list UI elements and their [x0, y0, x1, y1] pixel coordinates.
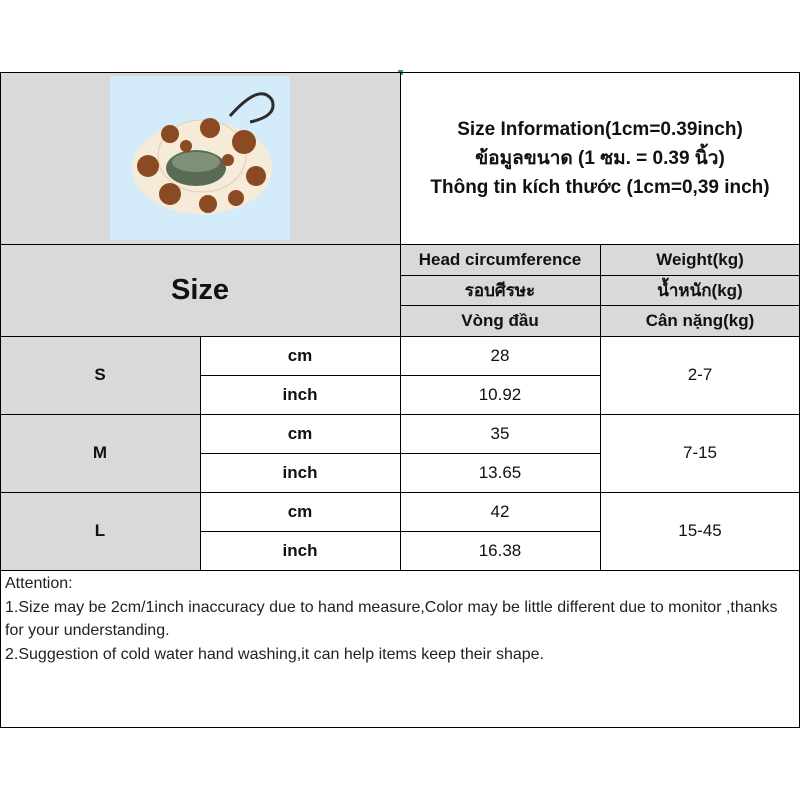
head-cm-value: 28	[490, 345, 510, 365]
note-measure: 1.Size may be 2cm/1inch inaccuracy due to hand measure,Color may be little different due to monitor ,thanks for your understanding.	[5, 598, 778, 639]
head-header-en: Head circumference	[418, 249, 582, 269]
grid-line	[200, 336, 201, 570]
head-header-vi: Vòng đầu	[461, 310, 539, 330]
cow-print-hat-icon	[110, 76, 290, 240]
attention-title: Attention:	[5, 575, 73, 592]
weight-value: 2-7	[687, 365, 713, 384]
grid-line	[600, 244, 601, 570]
weight-header-th: น้ำหนัก(kg)	[657, 280, 743, 300]
head-cm-value: 42	[490, 501, 510, 521]
size-l: L	[94, 521, 106, 540]
grid-line	[0, 727, 800, 728]
grid-line	[0, 72, 1, 728]
unit-cm: cm	[287, 423, 313, 443]
unit-cm: cm	[287, 345, 313, 365]
size-m: M	[92, 443, 108, 462]
grid-line	[400, 72, 401, 570]
size-header-label: Size	[170, 273, 230, 306]
head-inch-value: 13.65	[478, 462, 522, 482]
weight-value: 15-45	[678, 521, 722, 540]
attention-notes	[5, 572, 795, 666]
weight-header-vi: Cân nặng(kg)	[645, 310, 755, 330]
head-cm-value: 35	[490, 423, 510, 443]
grid-line	[0, 570, 800, 571]
unit-inch: inch	[282, 462, 318, 482]
head-inch-value: 16.38	[478, 540, 522, 560]
info-english: Size Information(1cm=0.39inch)	[457, 118, 743, 140]
size-header-cell	[0, 244, 400, 336]
unit-inch: inch	[282, 384, 318, 404]
head-inch-value: 10.92	[478, 384, 522, 404]
unit-inch: inch	[282, 540, 318, 560]
size-information	[400, 72, 800, 244]
size-chart	[0, 72, 800, 728]
head-header-th: รอบศีรษะ	[464, 280, 536, 300]
weight-header-en: Weight(kg)	[656, 249, 744, 269]
info-thai: ข้อมูลขนาด (1 ซม. = 0.39 นิ้ว)	[475, 147, 725, 169]
product-photo	[110, 76, 290, 240]
size-s: S	[94, 365, 106, 384]
info-vietnamese: Thông tin kích thước (1cm=0,39 inch)	[430, 176, 770, 198]
unit-cm: cm	[287, 501, 313, 521]
note-washing: 2.Suggestion of cold water hand washing,it can help items keep their shape.	[5, 645, 544, 663]
weight-value: 7-15	[682, 443, 718, 462]
